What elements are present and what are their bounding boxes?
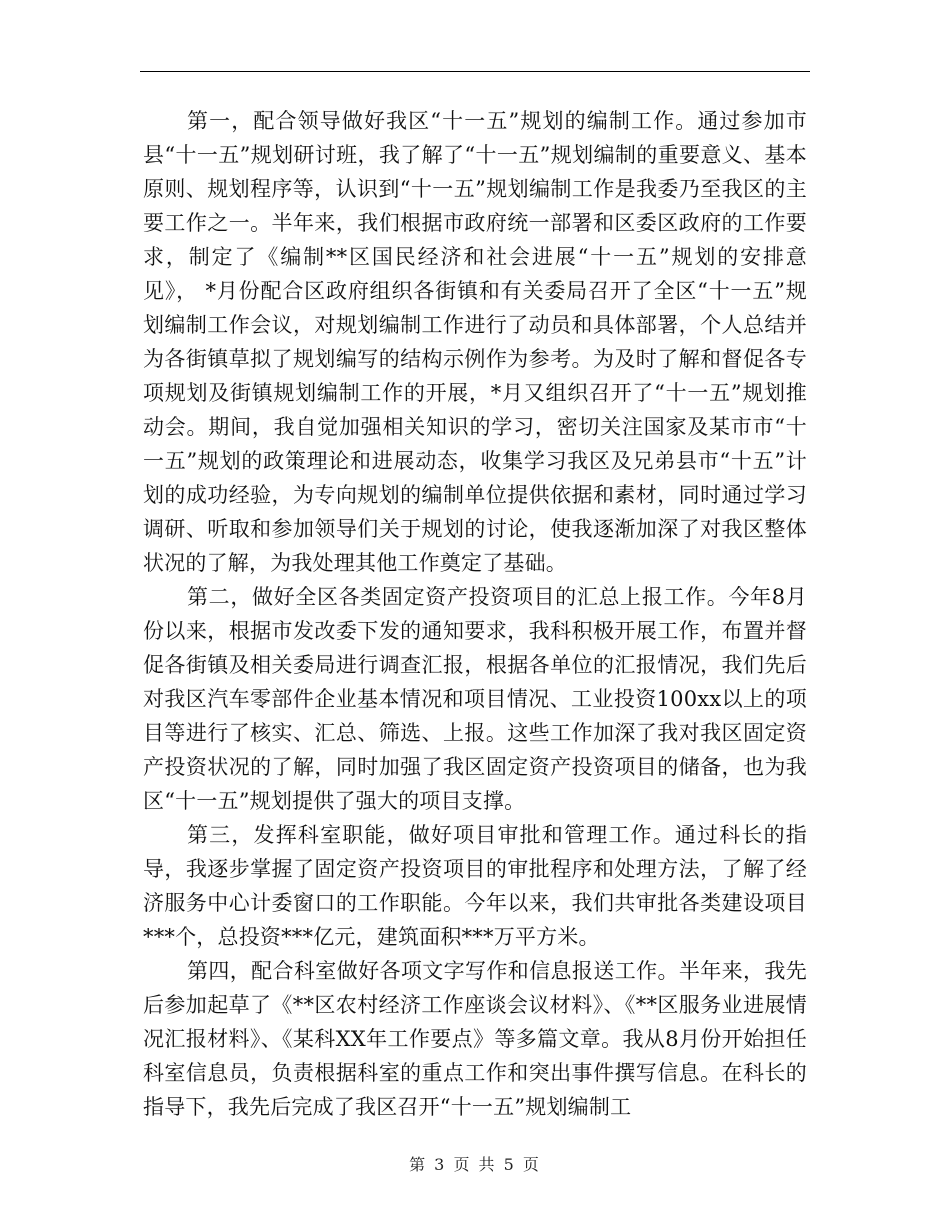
paragraph-2: 第二，做好全区各类固定资产投资项目的汇总上报工作。今年8月份以来，根据市发改委下发的通知要求，我科积极开展工作，布置并督促各街镇及相关委局进行调查汇报，根据各单位的汇报情况，我们先后对我区汽车零部件企业基本情况和项目情况、工业投资100xx以上的项目等进行了核实、汇总、筛选、上报。这些工作加深了我对我区固定资产投资状况的了解，同时加强了我区固定资产投资项目的储备，也为我区“十一五”规划提供了强大的项目支撑。 xyxy=(143,585,807,813)
document-body xyxy=(143,104,807,1124)
page-number-footer: 第 3 页 共 5 页 xyxy=(409,1155,541,1174)
header-rule xyxy=(140,71,810,72)
paragraph-1: 第一，配合领导做好我区“十一五”规划的编制工作。通过参加市县“十一五”规划研讨班，我了解了“十一五”规划编制的重要意义、基本原则、规划程序等，认识到“十一五”规划编制工作是我委乃至我区的主要工作之一。半年来，我们根据市政府统一部署和区委区政府的工作要求，制定了《编制**区国民经济和社会进展“十一五”规划的安排意见》， *月份配合区政府组织各街镇和有关委局召开了全区“十一五”规划编制工作会议，对规划编制工作进行了动员和具体部署，个人总结并为各街镇草拟了规划编写的结构示例作为参考。为及时了解和督促各专项规划及街镇规划编制工作的开展，*月又组织召开了“十一五”规划推动会。期间，我自觉加强相关知识的学习，密切关注国家及某市市“十一五”规划的政策理论和进展动态，收集学习我区及兄弟县市“十五”计划的成功经验，为专向规划的编制单位提供依据和素材，同时通过学习调研、听取和参加领导们关于规划的讨论，使我逐渐加深了对我区整体状况的了解，为我处理其他工作奠定了基础。 xyxy=(143,109,807,575)
paragraph-3: 第三，发挥科室职能，做好项目审批和管理工作。通过科长的指导，我逐步掌握了固定资产投资项目的审批程序和处理方法，了解了经济服务中心计委窗口的工作职能。今年以来，我们共审批各类建设项目***个，总投资***亿元，建筑面积***万平方米。 xyxy=(143,823,807,949)
paragraph-4: 第四，配合科室做好各项文字写作和信息报送工作。半年来，我先后参加起草了《**区农村经济工作座谈会议材料》、《**区服务业进展情况汇报材料》、《某科XX年工作要点》等多篇文章。我从8月份开始担任科室信息员，负责根据科室的重点工作和突出事件撰写信息。在科长的指导下，我先后完成了我区召开“十一五”规划编制工 xyxy=(143,959,807,1119)
